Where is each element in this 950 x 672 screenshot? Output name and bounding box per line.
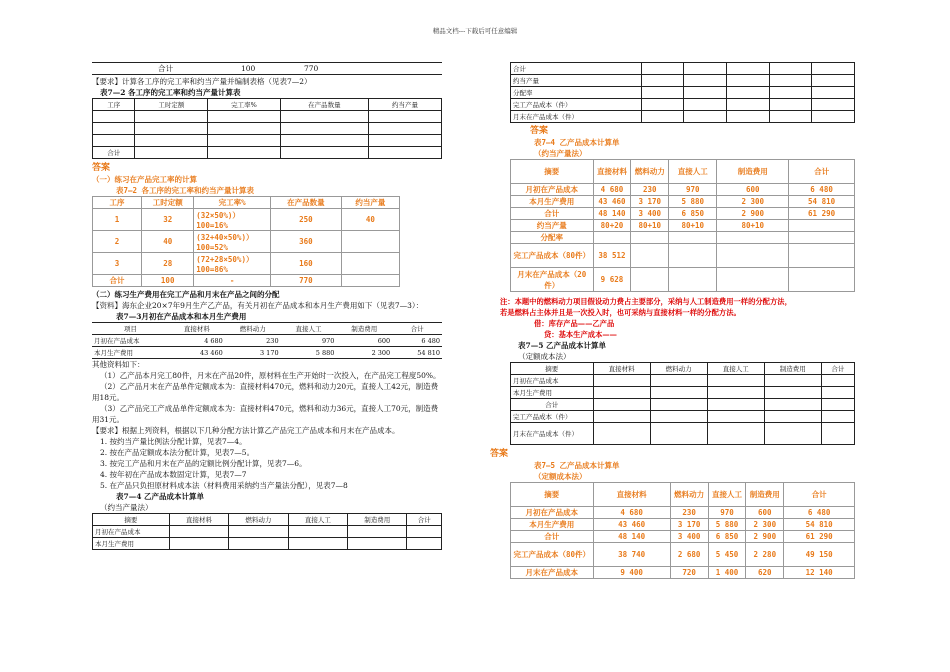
table-7-4-subtitle: （约当产量法）: [100, 503, 153, 512]
cell: 3 400: [631, 208, 669, 220]
cell: 合计: [511, 208, 594, 220]
top-total-table: [92, 62, 442, 75]
table-7-5-answer-subtitle: （定额成本法）: [534, 472, 587, 481]
cell: 5 450: [708, 543, 746, 567]
cell: 54 810: [784, 519, 855, 531]
cell: 分配率: [511, 232, 594, 244]
cell: 100: [142, 275, 194, 287]
table-header: [511, 160, 855, 184]
left-column: [92, 62, 442, 550]
table-7-4-answer-subtitle: （约当产量法）: [534, 149, 587, 158]
requirement-2: 【要求】根据上列资料，根据以下几种分配方法计算乙产品完工产品成本和月末在产品成本。: [92, 426, 400, 435]
cell: 620: [746, 567, 784, 579]
cell: 160: [271, 253, 342, 275]
col-header: 直接材料: [169, 514, 228, 526]
cell: 230: [631, 184, 669, 196]
answer-heading: 答案: [92, 163, 111, 173]
cell: 完工产品成本（件）: [511, 411, 594, 423]
paragraph-3: （3）乙产品完工产成品单件定额成本为：直接材料470元，燃料和动力36元，直接人工70元，制造费用31元。: [92, 404, 439, 424]
cell: 完工产品成本（80件）: [511, 244, 594, 268]
col-header: 直接材料: [593, 483, 670, 507]
cell: 本月生产费用: [93, 538, 170, 550]
cell: 4 680: [169, 335, 225, 347]
step: 2. 按在产品定额成本法分配计算，见表7—5。: [100, 448, 255, 457]
table-row: [511, 531, 855, 543]
cell: 38 740: [593, 543, 670, 567]
col-header: 合计: [821, 363, 854, 375]
col-header: 工时定额: [135, 99, 208, 111]
table-header: [511, 483, 855, 507]
cell: 4 680: [593, 184, 631, 196]
cell: 230: [225, 335, 281, 347]
table-7-4-answer-title: 表7—4 乙产品成本计算单: [534, 138, 620, 147]
table-row: [511, 423, 855, 445]
table-7-2-answer: [92, 196, 400, 287]
cell: 4 680: [593, 507, 670, 519]
table-row: [93, 231, 400, 253]
table-row: [93, 209, 400, 231]
cell: 6 480: [789, 184, 855, 196]
col-header: 直接材料: [593, 363, 650, 375]
cell: (32×50%)）100=16%: [194, 209, 271, 231]
cell: 月初在产品成本: [511, 184, 594, 196]
cell: 970: [669, 184, 717, 196]
cell: 61 290: [784, 531, 855, 543]
cell: 720: [670, 567, 708, 579]
page-header: 精品文档---下载后可任意编辑: [432, 27, 518, 35]
col-header: 制造费用: [746, 483, 784, 507]
col-header: 约当产量: [341, 197, 399, 209]
table-row: [511, 75, 855, 87]
cell: 970: [708, 507, 746, 519]
cell: 600: [336, 335, 392, 347]
table-row: [511, 543, 855, 567]
table-7-2: [92, 98, 442, 159]
cell: 6 850: [669, 208, 717, 220]
table-row: [511, 268, 855, 292]
material-text: 【资料】海东企业20×7年9月生产乙产品，有关月初在产品成本和本月生产费用如下（见表7—3）：: [92, 301, 424, 310]
col-header: 直接人工: [669, 160, 717, 184]
table-row: [511, 184, 855, 196]
cell: 月初在产品成本: [511, 507, 594, 519]
step: 1. 按约当产量比例法分配计算，见表7—4。: [100, 437, 247, 446]
cell: 360: [271, 231, 342, 253]
col-header: 合计: [789, 160, 855, 184]
cell: 54 810: [392, 347, 442, 359]
col-header: 直接人工: [281, 323, 337, 335]
cell: 3: [93, 253, 142, 275]
answer-heading: 答案: [530, 126, 549, 136]
table-7-2-answer-title: 表7—2 各工序的完工率和约当产量计算表: [116, 186, 255, 195]
cell: 约当产量: [511, 75, 642, 87]
table-7-5: [510, 362, 855, 445]
journal-entry-credit: 贷：基本生产成本——: [544, 330, 617, 339]
cell: 月初在产品成本: [93, 526, 170, 538]
col-header: 工时定额: [142, 197, 194, 209]
other-info: 其他资料如下：: [92, 360, 145, 369]
step: 5. 在产品只负担原材料成本法（材料费用采纳约当产量法分配），见表7—8: [100, 481, 348, 490]
table-row: [92, 335, 442, 347]
col-header: 燃料动力: [650, 363, 707, 375]
cell: 2 900: [717, 208, 789, 220]
cell: 9 400: [593, 567, 670, 579]
cell: 月末在产品成本（件）: [511, 111, 642, 123]
table-header: [93, 197, 400, 209]
cell: 1: [93, 209, 142, 231]
paragraph-2: （2）乙产品月末在产品单件定额成本为：直接材料470元，燃料和动力20元，直接人工42元，制造费用18元。: [92, 382, 439, 402]
cell: 3 400: [670, 531, 708, 543]
cell: [341, 253, 399, 275]
col-header: 工序: [93, 99, 135, 111]
col-header: 燃料动力: [229, 514, 288, 526]
col-header: 摘要: [511, 363, 594, 375]
cell: 合计: [511, 63, 642, 75]
col-header: 制造费用: [717, 160, 789, 184]
col-header: 合计: [784, 483, 855, 507]
cell: 48 140: [593, 531, 670, 543]
col-header: 项目: [92, 323, 169, 335]
cell: 月末在产品成本: [511, 567, 594, 579]
col-header: 直接人工: [707, 363, 764, 375]
cell: 40: [142, 231, 194, 253]
cell: 2 300: [336, 347, 392, 359]
cell: 80+20: [593, 220, 631, 232]
cell: -: [194, 275, 271, 287]
col-header: 直接材料: [593, 160, 631, 184]
cell: 月末在产品成本（件）: [511, 423, 594, 445]
cell: 分配率: [511, 87, 642, 99]
cell: 6 850: [708, 531, 746, 543]
cell: 54 810: [789, 196, 855, 208]
cell: 5 880: [669, 196, 717, 208]
table-7-4-continued: [510, 62, 855, 123]
col-header: 在产品数量: [280, 99, 368, 111]
table-7-3-title: 表7—3月初在产品成本和本月生产费用: [116, 312, 247, 321]
cell: 2 280: [746, 543, 784, 567]
table-row: [93, 135, 442, 147]
table-header: [93, 99, 442, 111]
cell: 合计: [93, 275, 142, 287]
cell: 43 460: [169, 347, 225, 359]
cell: [789, 220, 855, 232]
total-cell: 合计: [93, 147, 135, 159]
col-header: 合计: [392, 323, 442, 335]
table-header: [93, 514, 442, 526]
note-line-1: 注：本题中的燃料动力项目假设动力费占主要部分，采纳与人工制造费用一样的分配方法，: [500, 297, 792, 306]
cell: 6 480: [392, 335, 442, 347]
cell: 48 140: [593, 208, 631, 220]
paragraph-1: （1）乙产品本月完工80件，月末在产品20件，原材料在生产开始时一次投入，在产品完工程度50%。: [100, 371, 441, 380]
cell: 完工产品成本（件）: [511, 99, 642, 111]
step: 4. 按年初在产品成本数固定计算，见表7—7: [100, 470, 247, 479]
cell: 80+10: [631, 220, 669, 232]
col-header: 燃料动力: [670, 483, 708, 507]
col-header: 直接人工: [708, 483, 746, 507]
table-7-4: [92, 513, 442, 550]
cell: 80+10: [669, 220, 717, 232]
section-1-title: （一）练习在产品完工率的计算: [92, 175, 197, 184]
cell: 32: [142, 209, 194, 231]
cell: 约当产量: [511, 220, 594, 232]
cell: 80+10: [717, 220, 789, 232]
table-row: [511, 519, 855, 531]
cell: [341, 275, 399, 287]
col-header: 燃料动力: [225, 323, 281, 335]
table-row: [93, 526, 442, 538]
table-row: [511, 111, 855, 123]
table-row: [511, 87, 855, 99]
col-header: 制造费用: [764, 363, 821, 375]
col-header: 制造费用: [348, 514, 407, 526]
table-row: [92, 347, 442, 359]
table-7-4-title: 表7—4 乙产品成本计算单: [116, 492, 205, 501]
col-header: 约当产量: [368, 99, 441, 111]
table-row: [511, 220, 855, 232]
cell: 6 480: [784, 507, 855, 519]
table-header: [92, 323, 442, 335]
cell: [341, 231, 399, 253]
table-7-5-subtitle: （定额成本法）: [518, 352, 571, 361]
journal-entry-debit: 借：库存产品——乙产品: [534, 319, 615, 328]
right-column: [490, 62, 855, 579]
total-label: 合计: [92, 63, 239, 75]
cell: 250: [271, 209, 342, 231]
cell: 合计: [511, 399, 594, 411]
cell: 9 628: [593, 268, 631, 292]
cell: 600: [746, 507, 784, 519]
table-row: [511, 387, 855, 399]
cell: 49 150: [784, 543, 855, 567]
answer-heading: 答案: [490, 449, 509, 459]
col-header: 摘要: [93, 514, 170, 526]
cell: 40: [341, 209, 399, 231]
cell: 12 140: [784, 567, 855, 579]
cell: 28: [142, 253, 194, 275]
col-header: 摘要: [511, 160, 594, 184]
table-row: [511, 375, 855, 387]
cell: 3 170: [631, 196, 669, 208]
cell: 本月生产费用: [511, 387, 594, 399]
table-row: [93, 147, 442, 159]
total-v1: 100: [239, 63, 302, 75]
table-row: [511, 244, 855, 268]
col-header: 工序: [93, 197, 142, 209]
note-line-2: 若是燃料占主体并且是一次投入时，也可采纳与直接材料一样的分配方法。: [500, 308, 741, 317]
cell: 本月生产费用: [511, 196, 594, 208]
table-row: [511, 399, 855, 411]
table-row: [93, 123, 442, 135]
col-header: 在产品数量: [271, 197, 342, 209]
table-row: [93, 253, 400, 275]
table-row: [93, 111, 442, 123]
table-7-3: [92, 322, 442, 359]
cell: 完工产品成本（80件）: [511, 543, 594, 567]
cell: 2: [93, 231, 142, 253]
table-row: [511, 507, 855, 519]
table-row: [93, 275, 400, 287]
cell: 1 400: [708, 567, 746, 579]
cell: 2 300: [717, 196, 789, 208]
table-row: [511, 99, 855, 111]
cell: 3 170: [670, 519, 708, 531]
table-7-5-title: 表7—5 乙产品成本计算单: [518, 341, 607, 350]
cell: 5 880: [708, 519, 746, 531]
col-header: 完工率%: [194, 197, 271, 209]
table-7-5-answer: [510, 482, 855, 579]
cell: 5 880: [281, 347, 337, 359]
cell: 合计: [511, 531, 594, 543]
table-row: [93, 538, 442, 550]
table-7-2-title: 表7—2 各工序的完工率和约当产量计算表: [100, 88, 241, 97]
col-header: 直接材料: [169, 323, 225, 335]
cell: 43 460: [593, 196, 631, 208]
cell: 本月生产费用: [511, 519, 594, 531]
col-header: 直接人工: [288, 514, 347, 526]
cell: 970: [281, 335, 337, 347]
table-7-5-answer-title: 表7—5 乙产品成本计算单: [534, 461, 620, 470]
cell: (72+28×50%)）100=86%: [194, 253, 271, 275]
section-2-title: （二）练习生产费用在完工产品和月末在产品之间的分配: [92, 290, 280, 299]
table-row: [511, 567, 855, 579]
cell: 本月生产费用: [92, 347, 169, 359]
cell: 600: [717, 184, 789, 196]
col-header: 完工率%: [208, 99, 280, 111]
cell: 43 460: [593, 519, 670, 531]
cell: (32+40×50%)）100=52%: [194, 231, 271, 253]
cell: 38 512: [593, 244, 631, 268]
cell: 2 300: [746, 519, 784, 531]
requirement-1: 【要求】计算各工序的完工率和约当产量并编制表格（见表7—2）: [92, 77, 312, 86]
col-header: 摘要: [511, 483, 594, 507]
cell: 月初在产品成本: [511, 375, 594, 387]
table-header: [511, 363, 855, 375]
cell: 230: [670, 507, 708, 519]
cell: 61 290: [789, 208, 855, 220]
table-row: [511, 196, 855, 208]
cell: 770: [271, 275, 342, 287]
table-row: [511, 411, 855, 423]
table-row: [511, 232, 855, 244]
col-header: 燃料动力: [631, 160, 669, 184]
cell: 3 170: [225, 347, 281, 359]
table-row: [511, 63, 855, 75]
col-header: 合计: [407, 514, 442, 526]
cell: 2 680: [670, 543, 708, 567]
cell: 2 900: [746, 531, 784, 543]
col-header: 制造费用: [336, 323, 392, 335]
step: 3. 按完工产品和月末在产品的定额比例分配计算，见表7—6。: [100, 459, 307, 468]
cell: 月末在产品成本（20件）: [511, 268, 594, 292]
cell: 月初在产品成本: [92, 335, 169, 347]
total-v2: 770: [302, 63, 442, 75]
table-7-4-answer: [510, 159, 855, 292]
table-row: [511, 208, 855, 220]
